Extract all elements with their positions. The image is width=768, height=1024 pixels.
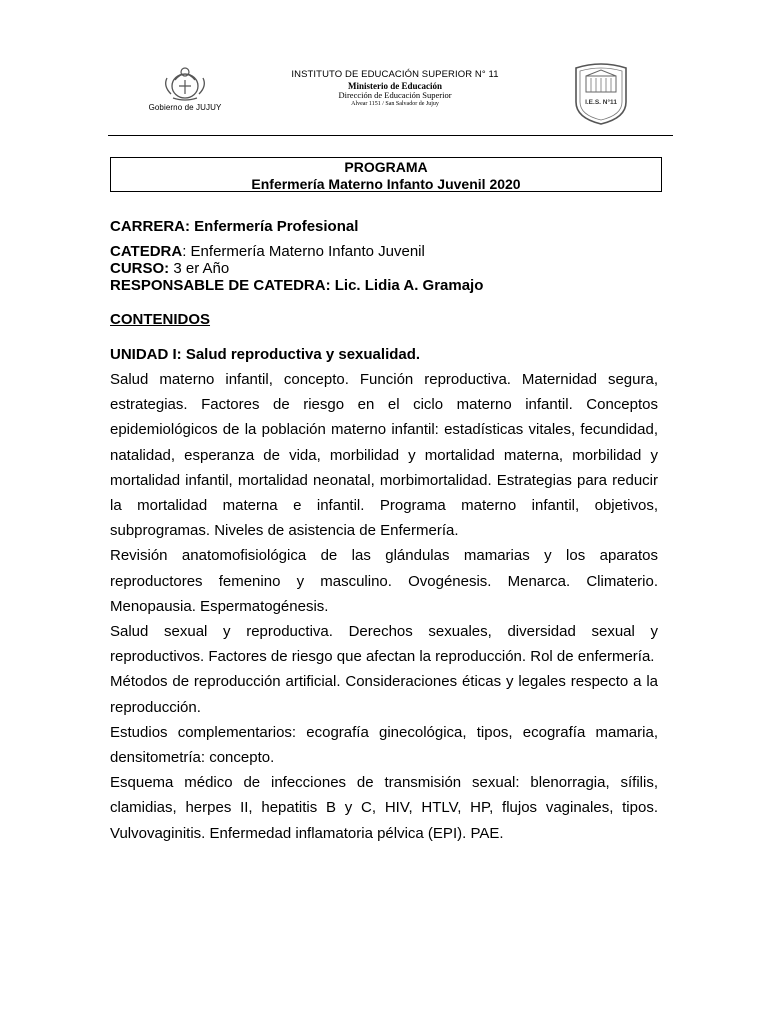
catedra-value: : Enfermería Materno Infanto Juvenil [182, 243, 425, 260]
program-subtitle: Enfermería Materno Infanto Juvenil 2020 [251, 176, 521, 192]
ies-11-logo [572, 62, 632, 126]
paragraph: Salud sexual y reproductiva. Derechos sexuales, diversidad sexual y reproductivos. Factores de riesgo que afectan la reproducción. Rol de enfermería. [110, 623, 658, 666]
ies-shield-icon [572, 62, 630, 126]
program-title: PROGRAMA [344, 159, 428, 175]
paragraph: Salud materno infantil, concepto. Función reproductiva. Maternidad segura, estrategias. Factores de riesgo en el ciclo materno infantil. Conceptos epidemiológicos de la población materno infantil: estadísticas vitales, fecundidad, natalidad, esperanza de vida, morbilidad y mortalidad materna, morbilidad y mortalidad infantil, mortalidad neonatal, morbimortalidad. Estrategias para reducir la mortalidad materna e infantil. Programa materno infantil, objetivos, subprogramas. Niveles de asistencia de Enfermería. [110, 371, 658, 540]
paragraph: Métodos de reproducción artificial. Consideraciones éticas y legales respecto a la reproducción. [110, 673, 658, 716]
ministry-name: Ministerio de Educación [348, 80, 442, 91]
gobierno-jujuy-logo [140, 64, 230, 120]
unidad-heading: UNIDAD I: Salud reproductiva y sexualidad. [110, 346, 421, 363]
institution-block [270, 70, 520, 108]
program-title-box [110, 157, 662, 192]
institute-name: INSTITUTO DE EDUCACIÓN SUPERIOR N° 11 [291, 69, 499, 80]
institution-address: Alvear 1151 / San Salvador de Jujuy [351, 101, 439, 108]
header-divider [108, 135, 673, 136]
coat-of-arms-icon [161, 64, 209, 102]
paragraph: Estudios complementarios: ecografía ginecológica, tipos, ecografía mamaria, densitometría: concepto. [110, 723, 658, 767]
contenidos-heading: CONTENIDOS [110, 311, 211, 328]
direction-name: Dirección de Educación Superior [338, 90, 452, 101]
curso-value: 3 er Año [169, 260, 230, 277]
document-header [110, 58, 672, 136]
unidad-content [110, 367, 658, 846]
carrera-line: CARRERA: Enfermería Profesional [110, 218, 359, 235]
curso-label: CURSO: [110, 260, 170, 277]
gobierno-caption: Gobierno de JUJUY [148, 103, 222, 112]
paragraph: Revisión anatomofisiológica de las glándulas mamarias y los aparatos reproductores femenino y masculino. Ovogénesis. Menarca. Climaterio. Menopausia. Espermatogénesis. [110, 547, 658, 615]
catedra-label: CATEDRA [110, 243, 183, 260]
catedra-line [110, 244, 425, 260]
responsable-line: RESPONSABLE DE CATEDRA: Lic. Lidia A. Gramajo [110, 277, 484, 294]
ies-logo-text: I.E.S. N°11 [585, 99, 617, 106]
paragraph: Esquema médico de infecciones de transmisión sexual: blenorragia, sífilis, clamidias, herpes II, hepatitis B y C, HIV, HTLV, HP, flujos vaginales, tipos. Vulvovaginitis. Enfermedad inflamatoria pélvica (EPI). PAE. [110, 774, 658, 842]
curso-line [110, 261, 229, 277]
